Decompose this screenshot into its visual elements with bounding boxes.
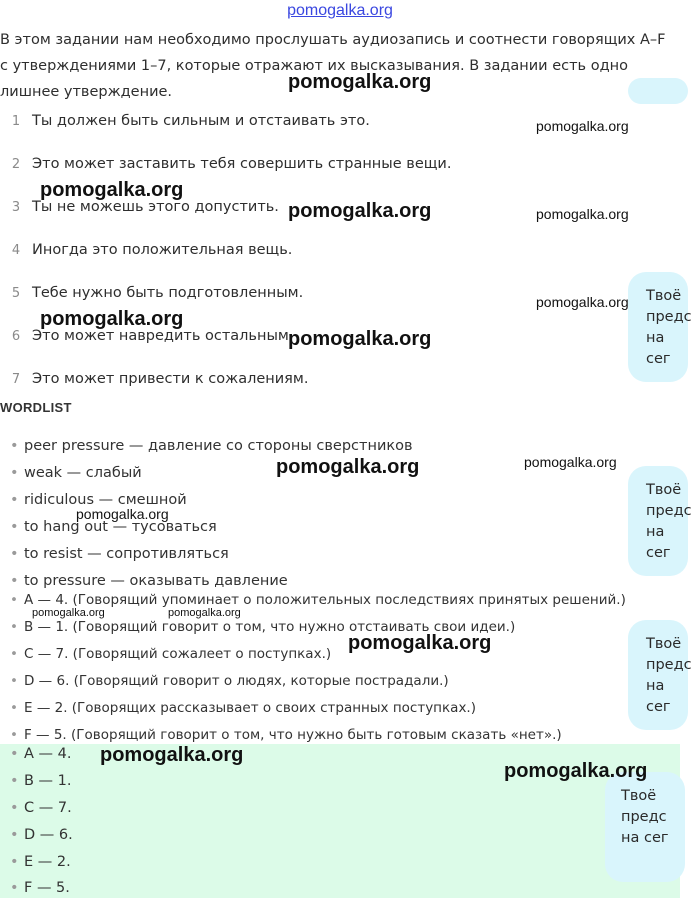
watermark-overlay: pomogalka.org (32, 607, 105, 619)
wordlist-item: • to hang out — тусоваться (10, 519, 217, 535)
answer-text: F — 5. (24, 880, 70, 896)
wordlist-item: • weak — слабый (10, 465, 142, 481)
watermark-overlay: pomogalka.org (536, 294, 629, 310)
wordlist-text: to hang out — тусоваться (24, 519, 217, 535)
wordlist-item: • ridiculous — смешной (10, 492, 187, 508)
explanation-item: • A — 4. (Говорящий упоминает о положительных последствиях принятых решений.) (10, 592, 626, 608)
statement-item (0, 328, 293, 348)
watermark-overlay: pomogalka.org (536, 206, 629, 222)
explanation-item: • B — 1. (Говорящий говорит о том, что нужно отстаивать свои идеи.) (10, 619, 516, 635)
watermark-overlay: pomogalka.org (536, 118, 629, 134)
answer-text: E — 2. (24, 854, 71, 870)
answer-item: • F — 5. (10, 880, 70, 896)
explanation-text: E — 2. (Говорящих рассказывает о своих странных поступках.) (24, 700, 476, 716)
explanation-item: • D — 6. (Говорящий говорит о людях, которые пострадали.) (10, 673, 449, 689)
bubble-line: предс (646, 657, 692, 673)
explanation-item: • E — 2. (Говорящих рассказывает о своих странных поступках.) (10, 700, 476, 716)
watermark-overlay: pomogalka.org (100, 744, 244, 766)
explanation-text: D — 6. (Говорящий говорит о людях, которые пострадали.) (24, 673, 449, 689)
statement-text: Ты должен быть сильным и отстаивать это. (32, 113, 370, 129)
watermark-overlay: pomogalka.org (348, 632, 492, 654)
statement-text: Это может навредить остальным. (32, 328, 294, 344)
bubble-line: Твоё (621, 788, 657, 804)
watermark-overlay: pomogalka.org (288, 71, 432, 93)
bubble-line: предс (646, 309, 692, 325)
watermark-overlay: pomogalka.org (504, 760, 648, 782)
statement-item (0, 371, 308, 391)
answer-item: • A — 4. (10, 746, 72, 762)
side-bubble-partial[interactable] (628, 78, 688, 104)
statement-number: 3 (11, 200, 21, 215)
watermark-overlay: pomogalka.org (524, 454, 617, 470)
statement-item (0, 285, 303, 305)
top-watermark-link[interactable]: pomogalka.org (287, 2, 393, 19)
bubble-line: на сег (646, 524, 671, 561)
statement-item (0, 242, 292, 262)
wordlist-text: to pressure — оказывать давление (24, 573, 288, 589)
watermark-overlay: pomogalka.org (40, 308, 184, 330)
statement-item (0, 156, 451, 176)
wordlist-text: ridiculous — смешной (24, 492, 187, 508)
answer-item: • B — 1. (10, 773, 72, 789)
bubble-line: на сег (646, 678, 671, 715)
side-bubble[interactable] (605, 772, 685, 882)
wordlist-item: • peer pressure — давление со стороны сверстников (10, 438, 413, 454)
bubble-line: на сег (646, 330, 671, 367)
statement-item (0, 113, 370, 133)
answer-text: A — 4. (24, 746, 72, 762)
bubble-line: Твоё (646, 288, 682, 304)
statement-text: Ты не можешь этого допустить. (32, 199, 279, 215)
wordlist-text: weak — слабый (24, 465, 142, 481)
task-description: В этом задании нам необходимо прослушать аудиозапись и соотнести говорящих A–F с утверждениями 1–7, которые отражают их высказывания. В задании есть одно лишнее утверждение. (0, 32, 666, 100)
wordlist-item: • to resist — сопротивляться (10, 546, 229, 562)
watermark-overlay: pomogalka.org (288, 200, 432, 222)
bubble-line: на сег (621, 830, 669, 846)
answer-text: B — 1. (24, 773, 72, 789)
statement-text: Иногда это положительная вещь. (32, 242, 293, 258)
watermark-overlay: pomogalka.org (276, 456, 420, 478)
watermark-overlay: pomogalka.org (40, 179, 184, 201)
side-bubble[interactable] (628, 466, 692, 576)
statement-number: 6 (11, 329, 21, 344)
watermark-overlay: pomogalka.org (288, 328, 432, 350)
answer-item: • D — 6. (10, 827, 73, 843)
statement-number: 1 (11, 114, 21, 129)
explanation-text: C — 7. (Говорящий сожалеет о поступках.) (24, 646, 332, 662)
explanation-text: B — 1. (Говорящий говорит о том, что нужно отстаивать свои идеи.) (24, 619, 516, 635)
answer-item: • C — 7. (10, 800, 72, 816)
bubble-line: предс (646, 503, 692, 519)
wordlist-heading: WORDLIST (0, 400, 72, 415)
explanation-item: • F — 5. (Говорящий говорит о том, что нужно быть готовым сказать «нет».) (10, 727, 562, 743)
side-bubble[interactable] (628, 272, 692, 382)
explanation-item: • C — 7. (Говорящий сожалеет о поступках.) (10, 646, 332, 662)
statement-item (0, 199, 279, 219)
statement-text: Тебе нужно быть подготовленным. (32, 285, 304, 301)
answer-text: C — 7. (24, 800, 72, 816)
explanation-text: A — 4. (Говорящий упоминает о положительных последствиях принятых решений.) (24, 592, 626, 608)
watermark-overlay: pomogalka.org (76, 506, 169, 522)
wordlist-text: peer pressure — давление со стороны сверстников (24, 438, 413, 454)
statement-text: Это может заставить тебя совершить странные вещи. (32, 156, 452, 172)
side-bubble[interactable] (628, 620, 692, 730)
statement-number: 7 (11, 372, 21, 387)
statement-number: 2 (11, 157, 21, 172)
bubble-line: предс (621, 809, 667, 825)
statement-text: Это может привести к сожалениям. (32, 371, 309, 387)
statement-number: 5 (11, 286, 21, 301)
explanation-text: F — 5. (Говорящий говорит о том, что нужно быть готовым сказать «нет».) (24, 727, 562, 743)
bubble-line: Твоё (646, 636, 682, 652)
answer-text: D — 6. (24, 827, 73, 843)
statement-number: 4 (11, 243, 21, 258)
watermark-overlay: pomogalka.org (168, 607, 241, 619)
answer-item: • E — 2. (10, 854, 71, 870)
wordlist-text: to resist — сопротивляться (24, 546, 229, 562)
wordlist-item: • to pressure — оказывать давление (10, 573, 288, 589)
bubble-line: Твоё (646, 482, 682, 498)
